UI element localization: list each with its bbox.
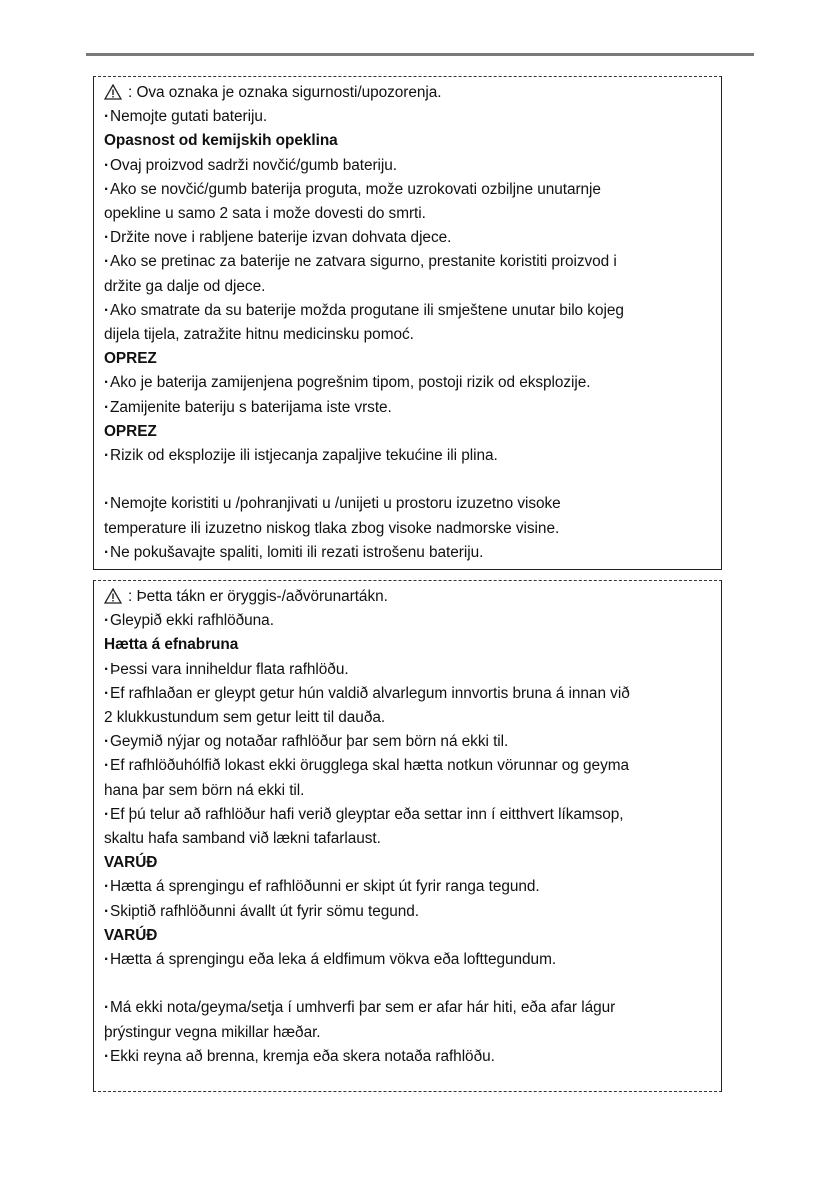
caution-heading: OPREZ bbox=[104, 350, 157, 368]
continuation-line: þrýstingur vegna mikillar hæðar. bbox=[104, 1023, 321, 1041]
bullet-line: ·Ef rafhlöðuhólfið lokast ekki örugglega skal hætta notkun vörunnar og geyma bbox=[104, 757, 629, 775]
bullet-line: ·Nemojte koristiti u /pohranjivati u /unijeti u prostoru izuzetno visoke bbox=[104, 495, 561, 513]
bullet-text: Má ekki nota/geyma/setja í umhverfi þar sem er afar hár hiti, eða afar lágur bbox=[110, 999, 616, 1017]
bullet-text: Ne pokušavajte spaliti, lomiti ili rezati istrošenu bateriju. bbox=[110, 543, 484, 561]
bullet-line: ·Ako se pretinac za baterije ne zatvara sigurno, prestanite koristiti proizvod i bbox=[104, 253, 617, 271]
warning-triangle-icon bbox=[104, 84, 122, 100]
caution-heading: OPREZ bbox=[104, 422, 157, 440]
bullet-text: Nemojte koristiti u /pohranjivati u /unijeti u prostoru izuzetno visoke bbox=[110, 495, 561, 513]
bullet-line: ·Zamijenite bateriju s baterijama iste vrste. bbox=[104, 398, 392, 416]
spacer bbox=[104, 468, 713, 492]
caution-heading: VARÚÐ bbox=[104, 854, 158, 872]
bullet-text: Rizik od eksplozije ili istjecanja zapaljive tekućine ili plina. bbox=[110, 447, 498, 465]
bullet-text: Zamijenite bateriju s baterijama iste vrste. bbox=[110, 398, 392, 416]
bullet-line: ·Skiptið rafhlöðunni ávallt út fyrir sömu tegund. bbox=[104, 902, 419, 920]
bullet-text: Geymið nýjar og notaðar rafhlöður þar sem börn ná ekki til. bbox=[110, 733, 509, 751]
bullet-line: ·Rizik od eksplozije ili istjecanja zapaljive tekućine ili plina. bbox=[104, 447, 498, 465]
bullet-text: Ako se novčić/gumb baterija proguta, može uzrokovati ozbiljne unutarnje bbox=[110, 180, 601, 198]
safety-box-icelandic bbox=[93, 580, 722, 1092]
bullet-line: ·Nemojte gutati bateriju. bbox=[104, 108, 268, 126]
bullet-line: ·Ovaj proizvod sadrži novčić/gumb bateriju. bbox=[104, 156, 398, 174]
bullet-line: ·Þessi vara inniheldur flata rafhlöðu. bbox=[104, 660, 349, 678]
bullet-text: Ovaj proizvod sadrži novčić/gumb bateriju. bbox=[110, 156, 398, 174]
bullet-line: ·Hætta á sprengingu ef rafhlöðunni er skipt út fyrir ranga tegund. bbox=[104, 878, 540, 896]
bullet-text: Gleypið ekki rafhlöðuna. bbox=[110, 612, 274, 630]
bullet-text: Hætta á sprengingu ef rafhlöðunni er skipt út fyrir ranga tegund. bbox=[110, 878, 540, 896]
warning-symbol-text: : Ova oznaka je oznaka sigurnosti/upozorenja. bbox=[128, 84, 442, 101]
bullet-text: Ako se pretinac za baterije ne zatvara sigurno, prestanite koristiti proizvod i bbox=[110, 253, 617, 271]
bullet-text: Ako smatrate da su baterije možda progutane ili smještene unutar bilo kojeg bbox=[110, 301, 624, 319]
warning-line bbox=[104, 81, 713, 105]
continuation-line: dijela tijela, zatražite hitnu medicinsku pomoć. bbox=[104, 326, 414, 344]
bullet-text: Ef rafhlaðan er gleypt getur hún valdið alvarlegum innvortis bruna á innan við bbox=[110, 684, 630, 702]
bullet-line: ·Ef þú telur að rafhlöður hafi verið gleyptar eða settar inn í eitthvert líkamsop, bbox=[104, 805, 624, 823]
bullet-text: Hætta á sprengingu eða leka á eldfimum vökva eða lofttegundum. bbox=[110, 951, 557, 969]
bullet-line: ·Geymið nýjar og notaðar rafhlöður þar sem börn ná ekki til. bbox=[104, 733, 509, 751]
bullet-line: ·Ef rafhlaðan er gleypt getur hún valdið alvarlegum innvortis bruna á innan við bbox=[104, 684, 630, 702]
header-rule bbox=[86, 53, 754, 56]
bullet-line: ·Ako se novčić/gumb baterija proguta, može uzrokovati ozbiljne unutarnje bbox=[104, 180, 601, 198]
bullet-text: Ako je baterija zamijenjena pogrešnim tipom, postoji rizik od eksplozije. bbox=[110, 374, 591, 392]
continuation-line: temperature ili izuzetno niskog tlaka zbog visoke nadmorske visine. bbox=[104, 519, 560, 537]
warning-triangle-icon bbox=[104, 588, 122, 604]
continuation-line: 2 klukkustundum sem getur leitt til dauða. bbox=[104, 709, 386, 727]
bullet-line: ·Má ekki nota/geyma/setja í umhverfi þar sem er afar hár hiti, eða afar lágur bbox=[104, 999, 616, 1017]
bullet-text: Ef þú telur að rafhlöður hafi verið gleyptar eða settar inn í eitthvert líkamsop, bbox=[110, 805, 624, 823]
bullet-line: ·Gleypið ekki rafhlöðuna. bbox=[104, 612, 274, 630]
bullet-line: ·Ako je baterija zamijenjena pogrešnim tipom, postoji rizik od eksplozije. bbox=[104, 374, 591, 392]
bullet-text: Držite nove i rabljene baterije izvan dohvata djece. bbox=[110, 229, 452, 247]
bullet-text: Ef rafhlöðuhólfið lokast ekki örugglega skal hætta notkun vörunnar og geyma bbox=[110, 757, 629, 775]
continuation-line: skaltu hafa samband við lækni tafarlaust. bbox=[104, 830, 381, 848]
section-heading: Opasnost od kemijskih opeklina bbox=[104, 132, 338, 150]
bullet-line: ·Hætta á sprengingu eða leka á eldfimum vökva eða lofttegundum. bbox=[104, 951, 557, 969]
continuation-line: držite ga dalje od djece. bbox=[104, 277, 266, 295]
bullet-line: ·Držite nove i rabljene baterije izvan dohvata djece. bbox=[104, 229, 452, 247]
safety-box-croatian bbox=[93, 76, 722, 570]
bullet-text: Ekki reyna að brenna, kremja eða skera notaða rafhlöðu. bbox=[110, 1047, 495, 1065]
bullet-text: Skiptið rafhlöðunni ávallt út fyrir sömu tegund. bbox=[110, 902, 419, 920]
bullet-line: ·Ako smatrate da su baterije možda progutane ili smještene unutar bilo kojeg bbox=[104, 301, 624, 319]
section-heading: Hætta á efnabruna bbox=[104, 636, 239, 654]
bullet-line: ·Ne pokušavajte spaliti, lomiti ili rezati istrošenu bateriju. bbox=[104, 543, 484, 561]
bullet-line: ·Ekki reyna að brenna, kremja eða skera notaða rafhlöðu. bbox=[104, 1047, 495, 1065]
continuation-line: hana þar sem börn ná ekki til. bbox=[104, 781, 305, 799]
bullet-text: Þessi vara inniheldur flata rafhlöðu. bbox=[110, 660, 349, 678]
continuation-line: opekline u samo 2 sata i može dovesti do smrti. bbox=[104, 205, 426, 223]
spacer bbox=[104, 972, 713, 996]
bullet-text: Nemojte gutati bateriju. bbox=[110, 108, 268, 126]
warning-line bbox=[104, 585, 713, 609]
caution-heading: VARÚÐ bbox=[104, 926, 158, 944]
warning-symbol-text: : Þetta tákn er öryggis-/aðvörunartákn. bbox=[128, 588, 388, 605]
